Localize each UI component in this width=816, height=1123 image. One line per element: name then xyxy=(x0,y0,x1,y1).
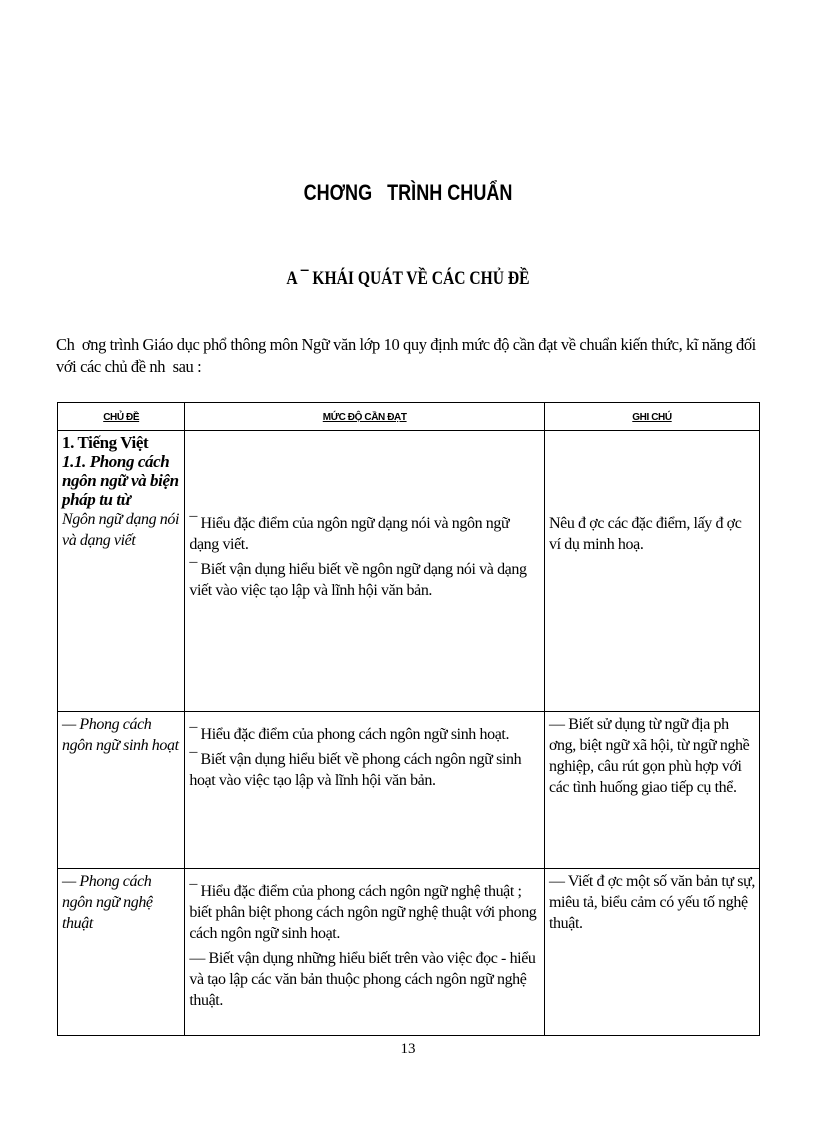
note-text: — Viết đ ợc một số văn bản tự sự, miêu tả, biểu cảm có yếu tố nghệ thuật. xyxy=(549,873,755,932)
level-item: ¯ Biết vận dụng hiểu biết về phong cách ngôn ngữ sinh hoạt vào việc tạo lập và lĩnh hội văn bản. xyxy=(189,751,522,789)
topic-cell xyxy=(58,431,185,712)
topic-cell xyxy=(58,869,185,1036)
topic-heading: 1. Tiếng Việt xyxy=(62,433,149,452)
level-cell xyxy=(185,712,545,869)
intro-paragraph: Ch ơng trình Giáo dục phổ thông môn Ngữ văn lớp 10 quy định mức độ cần đạt về chuẩn kiến thức, kĩ năng đối với các chủ đề nh sau : xyxy=(56,335,760,376)
level-item: — Biết vận dụng những hiểu biết trên vào việc đọc - hiểu và tạo lập các văn bản thuộc phong cách ngôn ngữ nghệ thuật. xyxy=(189,950,536,1009)
level-item: ¯ Hiểu đặc điểm của phong cách ngôn ngữ sinh hoạt. xyxy=(189,726,510,743)
note-text: — Biết sử dụng từ ngữ địa ph ơng, biệt ngữ xã hội, từ ngữ nghề nghiệp, câu rút gọn phù hợp với các tình huống giao tiếp cụ thể. xyxy=(549,716,750,796)
note-text: Nêu đ ợc các đặc điểm, lấy đ ợc ví dụ minh hoạ. xyxy=(549,515,742,553)
note-cell xyxy=(545,431,760,712)
topic-cell xyxy=(58,712,185,869)
note-cell xyxy=(545,869,760,1036)
topic-text: — Phong cách ngôn ngữ sinh hoạt xyxy=(62,716,179,754)
table-row xyxy=(58,869,760,1036)
topic-subheading: 1.1. Phong cách ngôn ngữ và biện pháp tu từ xyxy=(62,452,179,509)
level-cell xyxy=(185,869,545,1036)
standards-table xyxy=(57,402,760,1036)
table-row xyxy=(58,431,760,712)
table-row xyxy=(58,712,760,869)
page-title: CHƠNG TRÌNH CHUẨN xyxy=(303,180,513,205)
level-item: ¯ Hiểu đặc điểm của phong cách ngôn ngữ nghệ thuật ; biết phân biệt phong cách ngôn ngữ nghệ thuật với phong cách ngôn ngữ sinh hoạt. xyxy=(189,883,537,942)
level-item: ¯ Hiểu đặc điểm của ngôn ngữ dạng nói và ngôn ngữ dạng viết. xyxy=(189,515,510,553)
level-cell xyxy=(185,431,545,712)
topic-text: Ngôn ngữ dạng nói và dạng viết xyxy=(62,511,180,549)
table-header-row xyxy=(58,403,760,431)
section-subtitle: A ¯ KHÁI QUÁT VỀ CÁC CHỦ ĐỀ xyxy=(286,268,530,289)
level-item: ¯ Biết vận dụng hiểu biết về ngôn ngữ dạng nói và dạng viết vào việc tạo lập và lĩnh hội văn bản. xyxy=(189,561,527,599)
page-number: 13 xyxy=(400,1041,416,1057)
header-topic: CHỦ ĐỀ xyxy=(58,403,185,431)
header-level: MỨC ĐỘ CẦN ĐẠT xyxy=(185,403,545,431)
topic-text: — Phong cách ngôn ngữ nghệ thuật xyxy=(62,873,153,932)
header-note: GHI CHÚ xyxy=(545,403,760,431)
note-cell xyxy=(545,712,760,869)
